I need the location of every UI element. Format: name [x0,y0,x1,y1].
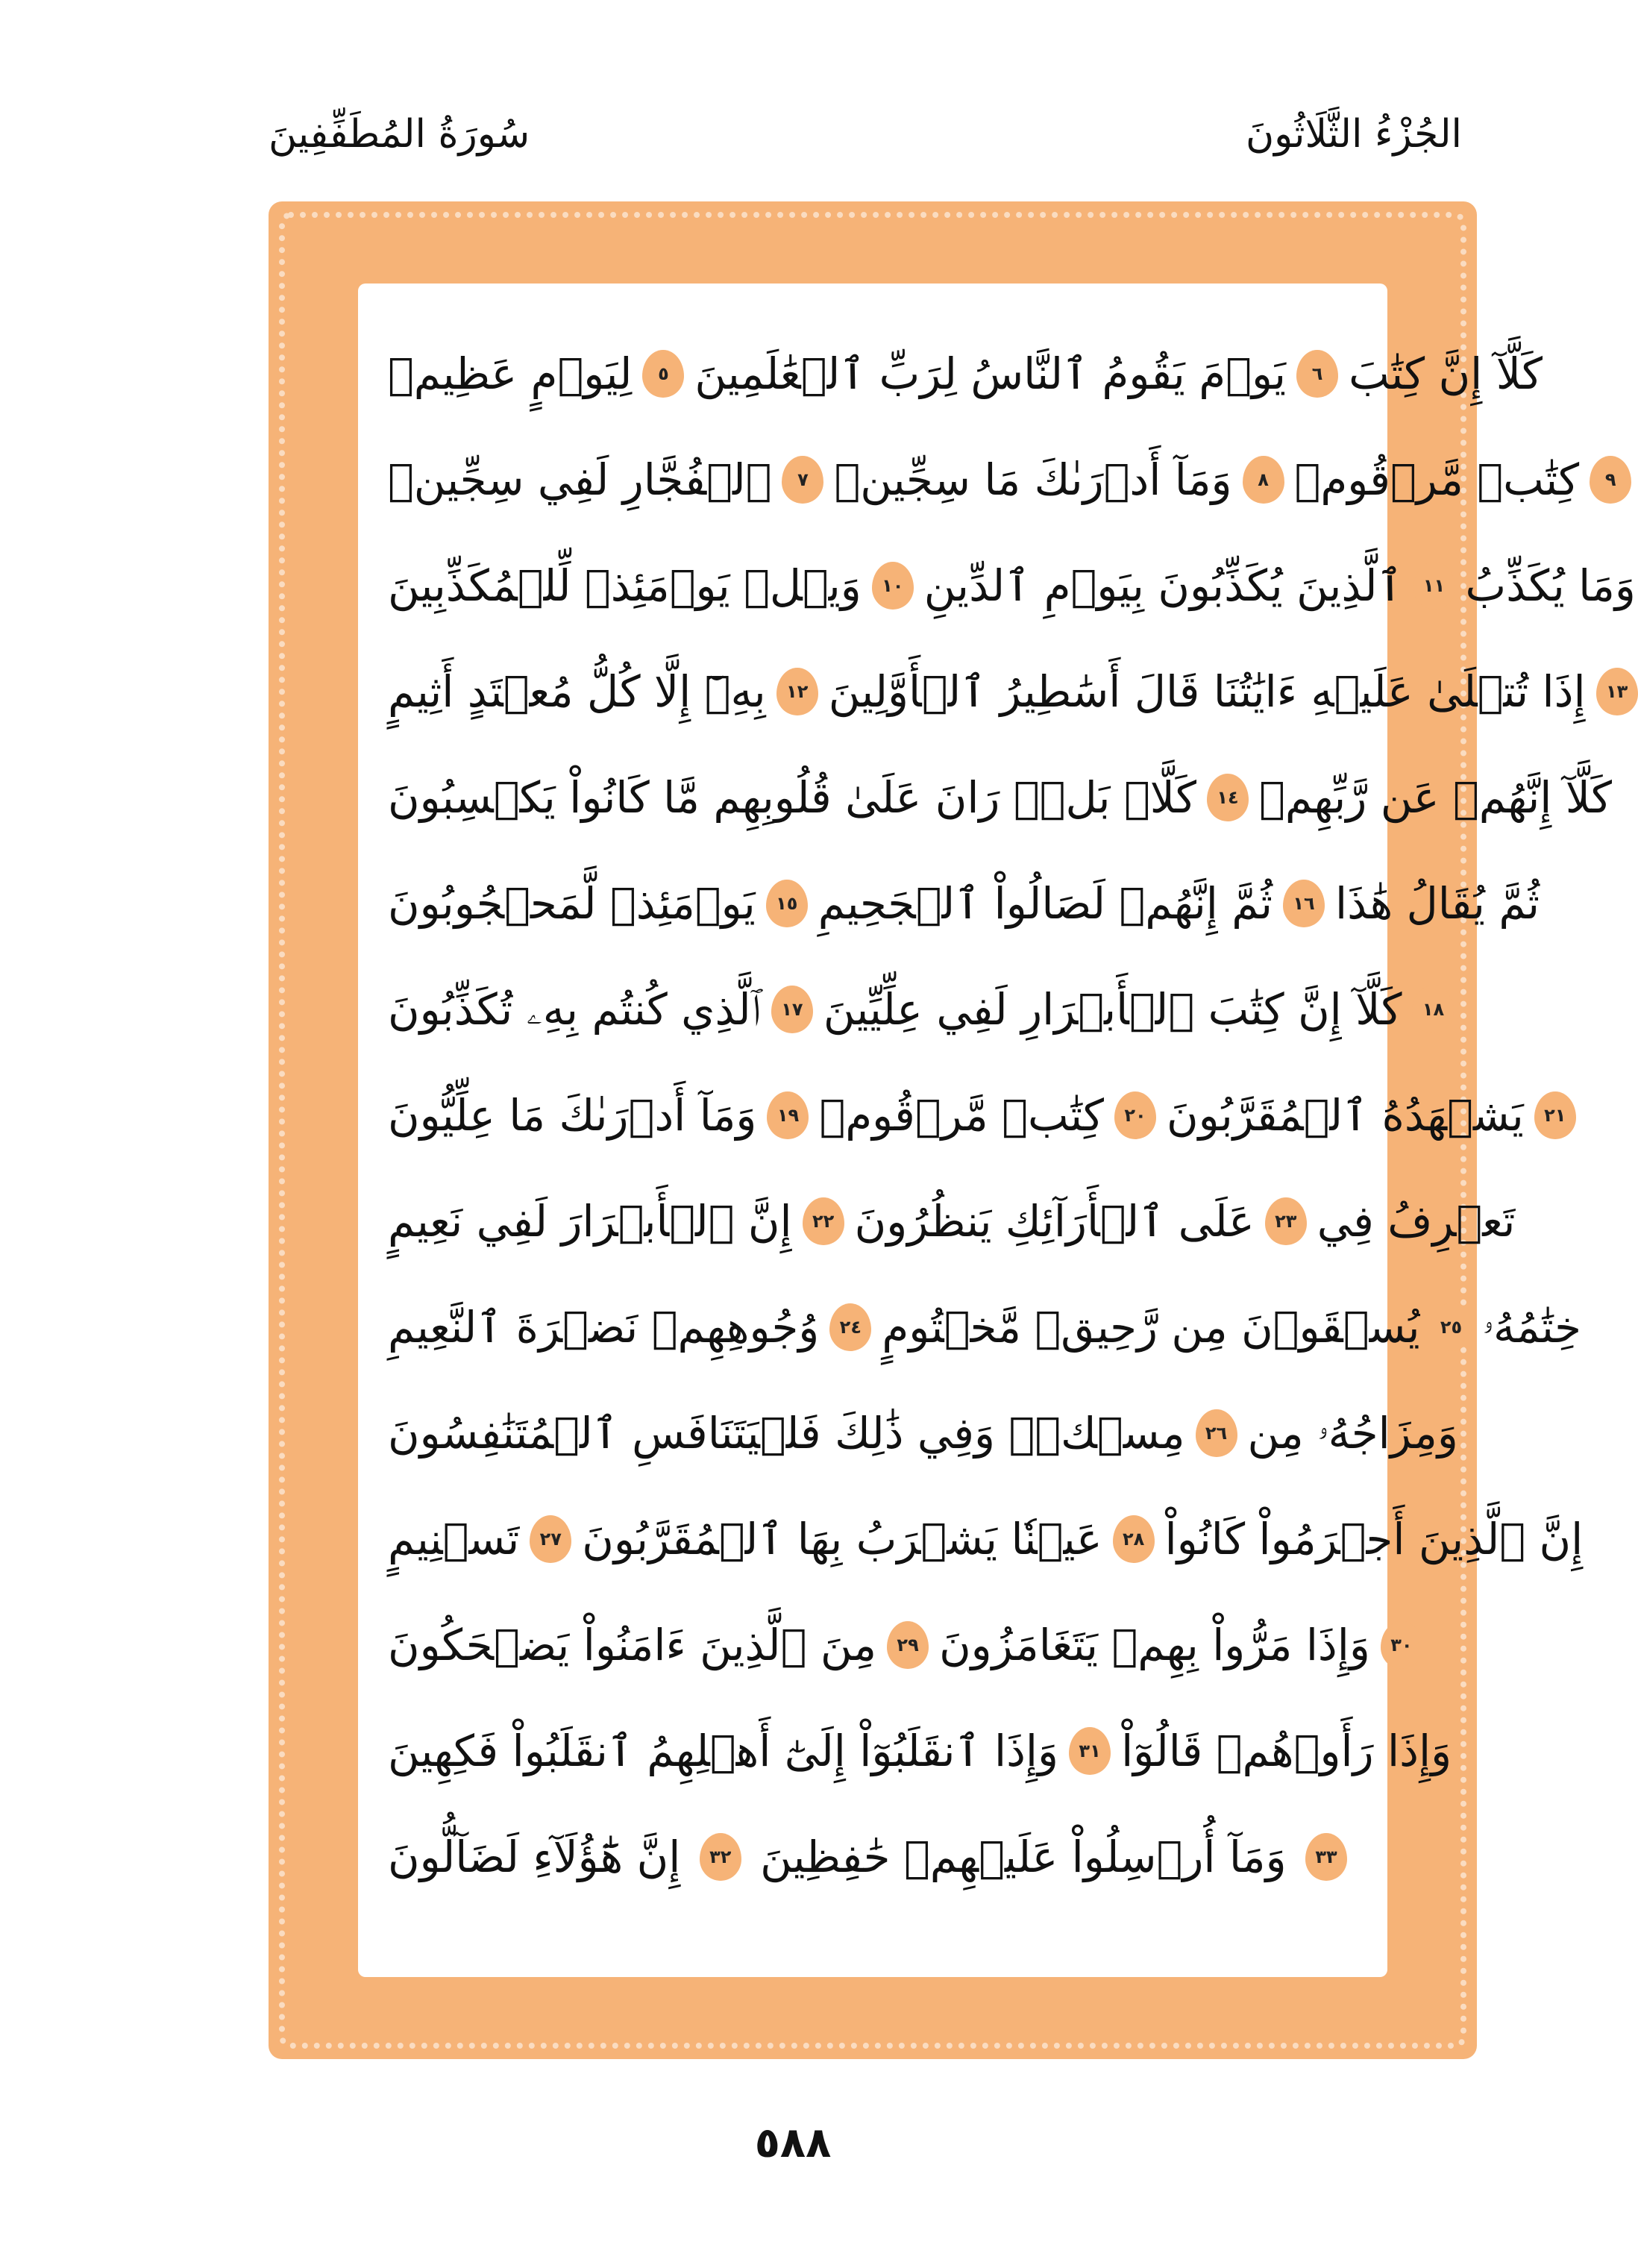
verse-text: كِتَٰبٞ مَّرۡقُومٞ [819,1090,1105,1141]
verse-text: وَمِزَاجُهُۥ مِن [1247,1407,1458,1459]
verse-text: كَلَّآ إِنَّ كِتَٰبَ [1349,348,1543,399]
verse-text: وَمَآ أُرۡسِلُواْ عَلَيۡهِمۡ حَٰفِظِينَ [760,1832,1287,1882]
verse-marker: ٦ [1296,350,1338,398]
text-line [388,1592,1413,1698]
verse-text: مِنَ ٱلَّذِينَ ءَامَنُواْ يَضۡحَكُونَ [388,1620,877,1670]
page-header [269,97,1462,179]
verse-marker: ٢٧ [530,1515,571,1563]
verse-marker: ١٨ [1412,986,1454,1033]
verse-marker: ١٥ [766,880,808,927]
text-line [388,956,1445,1062]
text-line [388,639,1628,745]
verse-text: وَيۡلٞ يَوۡمَئِذٖ لِّلۡمُكَذِّبِينَ [388,560,862,611]
juz-title: الجُزْءُ الثَّلَاثُونَ [1245,112,1462,157]
ornamental-frame [269,201,1636,2059]
verse-marker: ٥ [642,350,684,398]
verse-text: مِسۡكٞۚ وَفِي ذَٰلِكَ فَلۡيَتَنَافَسِ ٱلۡمُتَنَٰفِسُونَ [388,1408,1185,1459]
verse-text: كِتَٰبٞ مَّرۡقُومٞ [1294,454,1580,505]
verse-marker: ٢٨ [1113,1515,1155,1563]
verse-marker: ٣٠ [1381,1621,1422,1669]
text-line [388,1698,1452,1804]
verse-marker: ١٧ [771,986,813,1033]
verse-text: وَإِذَا رَأَوۡهُمۡ قَالُوٓاْ [1121,1726,1452,1776]
verse-text: يَشۡهَدُهُ ٱلۡمُقَرَّبُونَ [1167,1090,1524,1141]
verse-marker: ٨ [1243,456,1284,504]
verse-text: إِنَّ ٱلۡأَبۡرَارَ لَفِي نَعِيمٍ [388,1196,792,1247]
verse-marker: ٣٣ [1305,1833,1347,1881]
verse-marker: ٢١ [1534,1091,1576,1139]
verse-marker: ١٣ [1596,668,1638,715]
text-line [388,1062,1566,1168]
verse-text: إِذَا تُتۡلَىٰ عَلَيۡهِ ءَايَٰتُنَا قَالَ أَسَٰطِيرُ ٱلۡأَوَّلِينَ [828,666,1586,717]
text-line [388,427,1616,533]
verse-text: بِهِۦٓ إِلَّا كُلُّ مُعۡتَدٍ أَثِيمٍ [388,666,766,717]
verse-text: وَمَآ أَدۡرَىٰكَ مَا سِجِّينٞ [834,454,1232,505]
verse-text: وَإِذَا ٱنقَلَبُوٓاْ إِلَىٰٓ أَهۡلِهِمُ ٱنقَلَبُواْ فَكِهِينَ [388,1726,1059,1776]
verse-marker: ٩ [1590,456,1631,504]
verse-text: إِنَّ هَٰٓؤُلَآءِ لَضَآلُّونَ [388,1832,681,1882]
verse-marker: ٢٦ [1196,1409,1237,1457]
verse-marker: ١٩ [767,1091,809,1139]
verse-marker: ٧ [782,456,823,504]
verse-marker: ٢٥ [1430,1303,1472,1351]
verse-marker: ١٤ [1207,774,1249,821]
text-line [388,745,1613,850]
verse-text: عَلَى ٱلۡأَرَآئِكِ يَنظُرُونَ [854,1196,1255,1247]
text-line [388,1380,1458,1486]
verse-marker: ٢٢ [803,1197,844,1245]
text-panel [358,284,1636,1977]
verse-marker: ١١ [1413,562,1455,610]
verse-text: كَلَّاۖ بَلۡۜ رَانَ عَلَىٰ قُلُوبِهِم مَّا كَانُواْ يَكۡسِبُونَ [388,772,1197,823]
verse-text: يُسۡقَوۡنَ مِن رَّحِيقٖ مَّخۡتُومٍ [882,1302,1420,1353]
verse-text: وَمَآ أَدۡرَىٰكَ مَا عِلِّيُّونَ [388,1090,757,1141]
verse-text: وَمَا يُكَذِّبُ [1465,560,1636,611]
surah-title: سُورَةُ المُطَفِّفِينَ [269,112,530,157]
verse-marker: ١٦ [1283,880,1325,927]
verse-text: يَوۡمَئِذٖ لَّمَحۡجُوبُونَ [388,878,756,929]
text-line [388,1804,1358,1910]
verse-text: تَعۡرِفُ فِي [1317,1196,1516,1247]
verse-marker: ٣١ [1069,1727,1111,1775]
verse-text: لِيَوۡمٍ عَظِيمٖ [388,348,633,399]
verse-text: ٱلَّذِي كُنتُم بِهِۦ تُكَذِّبُونَ [388,983,761,1035]
verse-text: وُجُوهِهِمۡ نَضۡرَةَ ٱلنَّعِيمِ [388,1302,820,1353]
text-line [388,850,1540,956]
verse-marker: ٣٢ [700,1833,741,1881]
text-line [388,321,1543,427]
verse-text: ثُمَّ إِنَّهُمۡ لَصَالُواْ ٱلۡجَحِيمِ [818,878,1273,929]
text-line [388,533,1636,639]
verse-marker: ٢٤ [829,1303,871,1351]
verse-marker: ١٠ [872,562,914,610]
verse-marker: ١٢ [776,668,818,715]
verse-text: كَلَّآ إِنَّهُمۡ عَن رَّبِّهِمۡ [1259,772,1613,823]
text-line [388,1486,1584,1592]
verse-text: وَإِذَا مَرُّواْ بِهِمۡ يَتَغَامَزُونَ [939,1620,1370,1670]
text-line [388,1274,1581,1380]
verse-text: إِنَّ ٱلَّذِينَ أَجۡرَمُواْ كَانُواْ [1164,1514,1584,1564]
verse-marker: ٢٣ [1265,1197,1307,1245]
verse-marker: ٢٩ [887,1621,929,1669]
verse-marker: ٢٠ [1114,1091,1156,1139]
verse-text: ٱلَّذِينَ يُكَذِّبُونَ بِيَوۡمِ ٱلدِّينِ [923,560,1403,611]
verse-text: ٱلۡفُجَّارِ لَفِي سِجِّينٖ [388,454,772,505]
page-number: ٥٨٨ [754,2119,832,2167]
verse-text: عَيۡنٗا يَشۡرَبُ بِهَا ٱلۡمُقَرَّبُونَ [582,1514,1102,1564]
text-line [388,1168,1516,1274]
verse-text: تَسۡنِيمٍ [388,1514,520,1564]
verse-text: خِتَٰمُهُۥ [1482,1301,1581,1353]
verse-text: ثُمَّ يُقَالُ هَٰذَا [1335,878,1540,929]
verse-text: كَلَّآ إِنَّ كِتَٰبَ ٱلۡأَبۡرَارِ لَفِي عِلِّيِّينَ [823,984,1402,1035]
verse-text: يَوۡمَ يَقُومُ ٱلنَّاسُ لِرَبِّ ٱلۡعَٰلَمِينَ [694,348,1287,399]
